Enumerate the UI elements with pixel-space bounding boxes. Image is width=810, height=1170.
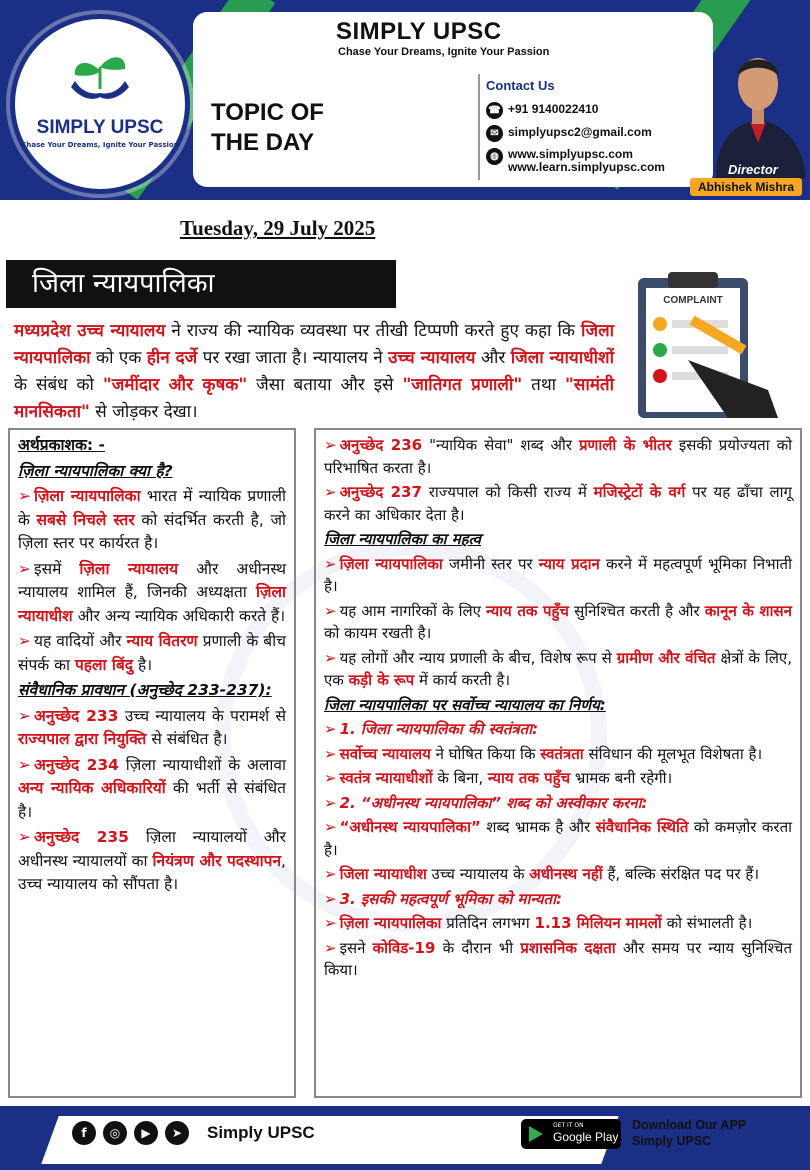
text: भ्रामक बनी रहेगी। xyxy=(570,769,673,787)
text: इसने xyxy=(339,938,373,957)
highlight: जिला न्यायपालिका xyxy=(14,321,614,368)
phone-icon: ☎ xyxy=(486,102,503,119)
text: को कमज़ोर करता है। xyxy=(324,818,793,859)
text: इसमें xyxy=(34,559,80,578)
highlight: न्याय तक पहुँच xyxy=(487,769,571,787)
arrow-icon: ➢ xyxy=(324,601,337,620)
arrow-icon: ➢ xyxy=(324,818,337,836)
phone-number: +91 9140022410 xyxy=(508,102,599,116)
text: को कायम रखती है। xyxy=(324,624,432,642)
email-address: simplyupsc2@gmail.com xyxy=(508,125,652,139)
arrow-icon: ➢ xyxy=(324,744,337,763)
highlight: मजिस्ट्रेटों के वर्ग xyxy=(593,483,686,501)
date: Tuesday, 29 July 2025 xyxy=(180,216,376,240)
arrow-icon: ➢ xyxy=(324,865,337,883)
highlight: अनुच्छेद 234 xyxy=(34,755,119,774)
text: और xyxy=(475,348,511,368)
list-item xyxy=(324,816,792,861)
text: पर यह ढाँचा लागू करने का अधिकार देता है। xyxy=(324,483,793,524)
page-title: जिला न्यायपालिका xyxy=(6,260,396,308)
arrow-icon: ➢ xyxy=(324,889,337,908)
list-item xyxy=(324,600,792,645)
website-link[interactable]: www.simplyupsc.com xyxy=(508,147,633,161)
footer-brand: Simply UPSC xyxy=(207,1123,315,1142)
text: उच्च न्यायालय के परामर्श से xyxy=(118,706,287,725)
list-item xyxy=(18,630,286,677)
highlight: ज़िला न्यायाधीश xyxy=(18,583,286,625)
list-item xyxy=(324,434,792,479)
highlight: उच्च न्यायालय xyxy=(388,348,476,368)
text: जैसा बताया और इसे xyxy=(247,375,403,395)
text: शब्द भ्रामक है और xyxy=(480,818,596,836)
highlight: पहला बिंदु xyxy=(74,655,134,674)
list-item xyxy=(324,553,792,598)
list-item xyxy=(324,481,792,526)
sub-heading: 2. “अधीनस्थ न्यायपालिका” शब्द को अस्वीकार करना: xyxy=(339,793,648,812)
text: के बिना, xyxy=(432,769,488,787)
text: ने राज्य की न्यायिक व्यवस्था पर तीखी टिप्पणी करते हुए कहा कि xyxy=(165,321,582,341)
left-column xyxy=(8,428,296,1098)
arrow-icon: ➢ xyxy=(18,706,31,725)
text: इसकी प्रयोज्यता को परिभाषित करता है। xyxy=(324,436,792,477)
text: ज़िला न्यायालयों और अधीनस्थ न्यायालयों का xyxy=(18,828,286,870)
telegram-icon[interactable]: ➤ xyxy=(165,1121,189,1145)
plant-hands-icon xyxy=(67,49,133,109)
highlight: जिला न्यायाधीशों xyxy=(510,348,614,368)
google-play-icon xyxy=(529,1126,543,1142)
text: को एक xyxy=(90,348,147,368)
list-item xyxy=(324,863,792,886)
mail-icon: ✉ xyxy=(486,125,503,142)
youtube-icon[interactable]: ▶ xyxy=(134,1121,158,1145)
google-play-button[interactable] xyxy=(521,1119,621,1149)
arrow-icon: ➢ xyxy=(324,436,337,454)
text: ने घोषित किया कि xyxy=(430,744,541,763)
highlight: ज़िला न्यायपालिका xyxy=(339,554,443,573)
arrow-icon: ➢ xyxy=(324,483,337,501)
highlight: अनुच्छेद 237 xyxy=(339,483,422,501)
director-photo xyxy=(706,18,810,178)
highlight: स्वतंत्रता xyxy=(540,744,584,763)
highlight: ज़िला न्यायपालिका xyxy=(34,487,141,505)
text: उच्च न्यायालय के xyxy=(426,865,530,883)
list-item xyxy=(18,485,286,556)
highlight: न्याय तक पहुँच xyxy=(486,601,569,620)
arrow-icon: ➢ xyxy=(324,648,337,667)
highlight: अनुच्छेद 235 xyxy=(34,828,129,846)
highlight: "जातिगत प्रणाली" xyxy=(402,375,523,395)
website-link[interactable]: www.learn.simplyupsc.com xyxy=(508,160,665,174)
text: प्रणाली के बीच संपर्क का xyxy=(18,632,286,674)
text: सुनिश्चित करती है और xyxy=(568,601,705,620)
section-heading: जिला न्यायपालिका पर सर्वोच्च न्यायालय का निर्णय: xyxy=(324,695,606,714)
arrow-icon: ➢ xyxy=(324,769,337,787)
list-item xyxy=(324,792,792,815)
highlight: प्रणाली के भीतर xyxy=(579,436,672,454)
text: और अन्य न्यायिक अधिकारी करते हैं। xyxy=(72,606,286,625)
highlight: मध्यप्रदेश उच्च न्यायालय xyxy=(14,321,166,341)
section-heading: जिला न्यायपालिका का महत्व xyxy=(324,530,481,548)
arrow-icon: ➢ xyxy=(18,632,31,650)
text: क्षेत्रों के लिए, एक xyxy=(324,648,792,689)
highlight: कोविड-19 xyxy=(372,938,436,957)
gplay-label: Google Play xyxy=(553,1130,619,1144)
text: यह वादियों और xyxy=(34,632,127,650)
text: और अधीनस्थ न्यायालय शामिल हैं, जिनकी अध्यक्षता xyxy=(18,559,286,601)
highlight: 1.13 मिलियन मामलों xyxy=(534,914,662,932)
arrow-icon: ➢ xyxy=(18,755,31,774)
highlight: सबसे निचले स्तर xyxy=(36,510,135,529)
highlight: कड़ी के रूप xyxy=(348,671,415,689)
text: तथा xyxy=(522,375,565,395)
highlight: सर्वोच्च न्यायालय xyxy=(339,744,431,763)
brand-name: SIMPLY UPSC xyxy=(336,18,502,45)
text: और समय पर न्याय सुनिश्चित किया। xyxy=(324,938,793,979)
section-heading: संवैधानिक प्रावधान (अनुच्छेद 233-237): xyxy=(18,681,272,699)
text: प्रतिदिन लगभग xyxy=(441,914,535,932)
complaint-clipboard-icon xyxy=(628,270,788,420)
highlight: राज्यपाल द्वारा नियुक्ति xyxy=(18,730,147,748)
text: राज्यपाल को किसी राज्य में xyxy=(421,483,594,501)
topic-of-the-day: TOPIC OF THE DAY xyxy=(211,99,324,156)
text: भारत में न्यायिक प्रणाली के xyxy=(18,487,286,529)
facebook-icon[interactable]: f xyxy=(72,1121,96,1145)
director-name: Abhishek Mishra xyxy=(690,178,802,196)
text: से संबंधित है। xyxy=(146,730,228,748)
highlight: न्याय वितरण xyxy=(126,632,198,650)
highlight: प्रशासनिक दक्षता xyxy=(520,938,616,957)
list-item xyxy=(324,647,792,692)
text: हैं, बल्कि संरक्षित पद पर हैं। xyxy=(602,865,760,883)
list-item xyxy=(18,754,286,825)
logo xyxy=(10,14,190,194)
list-item xyxy=(324,767,792,790)
highlight: अनुच्छेद 236 xyxy=(339,436,423,454)
text: यह लोगों और न्याय प्रणाली के बीच, विशेष रूप से xyxy=(339,648,617,667)
list-item xyxy=(324,743,792,766)
brand-tagline: Chase Your Dreams, Ignite Your Passion xyxy=(338,46,550,58)
arrow-icon: ➢ xyxy=(18,487,31,505)
divider xyxy=(478,74,480,180)
highlight: कानून के शासन xyxy=(704,601,792,620)
arrow-icon: ➢ xyxy=(324,720,337,738)
header-card xyxy=(193,12,713,187)
director-label: Director xyxy=(728,162,778,177)
text: के संबंध को xyxy=(14,375,103,395)
arrow-icon: ➢ xyxy=(324,914,337,932)
sub-heading: 1. जिला न्यायपालिका की स्वतंत्रता: xyxy=(339,720,539,738)
text: को संभालती है। xyxy=(661,914,753,932)
arrow-icon: ➢ xyxy=(18,828,31,846)
highlight: ज़िला न्यायालय xyxy=(79,559,179,578)
highlight: हीन दर्जे xyxy=(146,348,198,368)
instagram-icon[interactable]: ◎ xyxy=(103,1121,127,1145)
logo-title: SIMPLY UPSC xyxy=(36,117,164,138)
arrow-icon: ➢ xyxy=(324,938,337,957)
globe-icon: ◍ xyxy=(486,148,503,165)
intro-paragraph xyxy=(14,318,614,426)
text: यह आम नागरिकों के लिए xyxy=(339,601,487,620)
highlight: अधीनस्थ नहीं xyxy=(529,865,603,883)
sub-heading: 3. इसकी महत्वपूर्ण भूमिका को मान्यता: xyxy=(339,889,562,908)
download-app-text xyxy=(632,1117,746,1149)
text: के दौरान भी xyxy=(435,938,521,957)
arrow-icon: ➢ xyxy=(324,554,337,573)
list-item xyxy=(18,826,286,897)
gplay-small-text: GET IT ON xyxy=(553,1122,584,1129)
text: की भर्ती से संबंधित है। xyxy=(18,779,286,821)
section-heading: ज़िला न्यायपालिका क्या है? xyxy=(18,461,173,480)
highlight: न्याय प्रदान xyxy=(538,554,600,573)
highlight: जिला न्यायाधीश xyxy=(339,865,427,883)
highlight: अनुच्छेद 233 xyxy=(34,706,119,725)
list-item xyxy=(324,912,792,935)
website-row[interactable] xyxy=(486,148,665,174)
text: से जोड़कर देखा। xyxy=(89,402,198,422)
email-row[interactable] xyxy=(486,125,652,142)
text: पर रखा जाता है। न्यायालय ने xyxy=(197,348,389,368)
list-item xyxy=(18,705,286,752)
download-app-name: Simply UPSC xyxy=(632,1134,712,1148)
arrow-icon: ➢ xyxy=(324,793,337,812)
text: में कार्य करती है। xyxy=(414,671,511,689)
list-item xyxy=(324,718,792,741)
highlight: अन्य न्यायिक अधिकारियों xyxy=(18,779,166,797)
highlight: स्वतंत्र न्यायाधीशों xyxy=(339,769,433,787)
highlight: संवैधानिक स्थिति xyxy=(595,818,689,836)
contact-heading: Contact Us xyxy=(486,78,555,93)
section-heading: अर्थप्रकाशक: - xyxy=(18,436,105,454)
clipboard-label: COMPLAINT xyxy=(663,295,723,306)
phone-row[interactable] xyxy=(486,102,598,119)
text: जमीनी स्तर पर xyxy=(442,554,539,573)
text: है। xyxy=(133,655,153,674)
social-links xyxy=(72,1121,189,1145)
highlight: "सामंती मानसिकता" xyxy=(14,375,614,422)
list-item xyxy=(18,558,286,629)
text: "न्यायिक सेवा" शब्द और xyxy=(422,436,579,454)
text: करने में महत्वपूर्ण भूमिका निभाती है। xyxy=(324,554,792,595)
logo-tagline: Chase Your Dreams, Ignite Your Passion xyxy=(21,141,179,149)
text: ज़िला न्यायाधीशों के अलावा xyxy=(118,755,286,774)
highlight: ग्रामीण और वंचित xyxy=(616,648,716,667)
text: संविधान की मूलभूत विशेषता है। xyxy=(583,744,763,763)
download-line: Download Our APP xyxy=(632,1118,747,1132)
list-item xyxy=(324,937,792,982)
highlight: ज़िला न्यायपालिका xyxy=(339,914,442,932)
right-column xyxy=(314,428,802,1098)
text: को संदर्भित करती है, जो ज़िला स्तर पर कार्यरत है। xyxy=(18,510,286,552)
highlight: “अधीनस्थ न्यायपालिका” xyxy=(339,818,481,836)
list-item xyxy=(324,888,792,911)
arrow-icon: ➢ xyxy=(18,559,31,578)
text: , उच्च न्यायालय को सौंपता है। xyxy=(18,851,286,893)
highlight: नियंत्रण और पदस्थापन xyxy=(152,851,282,870)
highlight: "जमींदार और कृषक" xyxy=(102,375,248,395)
